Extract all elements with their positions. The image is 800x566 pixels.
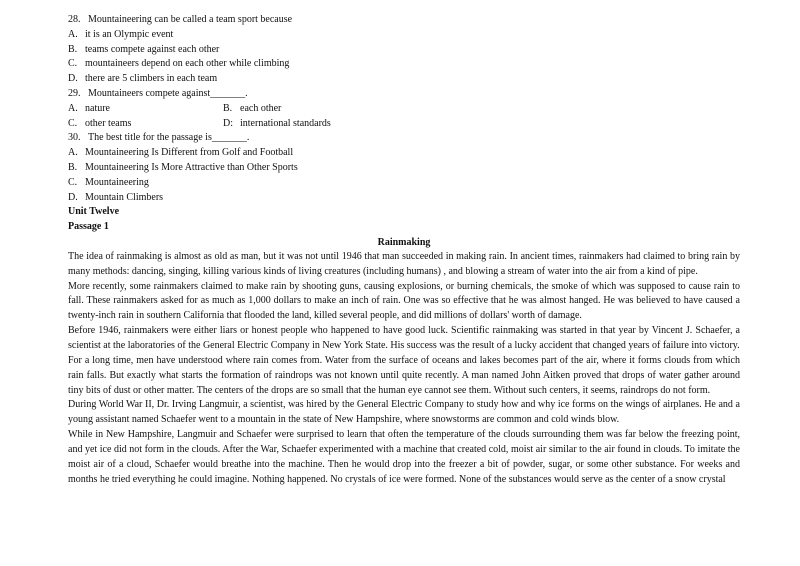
option-letter: B. <box>223 102 233 114</box>
option-text: Mountaineering Is Different from Golf and Football <box>85 147 294 159</box>
option-c <box>68 176 740 191</box>
question-number: 30. <box>68 132 81 144</box>
passage-body <box>68 250 740 488</box>
option-d <box>223 117 378 132</box>
unit-heading: Unit Twelve <box>68 206 120 218</box>
option-letter: A. <box>68 102 78 114</box>
option-letter: B. <box>68 43 78 55</box>
option-text: Mountaineering <box>85 176 149 188</box>
question-stem: The best title for the passage is_______. <box>88 132 250 144</box>
option-letter: D. <box>68 73 78 85</box>
option-c <box>68 57 740 72</box>
option-text: Mountaineering Is More Attractive than Other Sports <box>85 161 298 173</box>
question-number: 28. <box>68 14 81 25</box>
question-29-stem <box>68 87 740 102</box>
question-30-stem <box>68 131 740 146</box>
paragraph: The idea of rainmaking is almost as old as man, but it was not until 1946 that man succeeded in making rain. In ancient times, rainmakers had claimed to bring rain by many methods: dancing, singing, killing various kinds of living creatures (including humans) , and blowing a stream of water into the air from a kind of pipe. <box>68 250 740 277</box>
option-letter: C. <box>68 58 78 70</box>
option-a <box>68 146 740 161</box>
passage-title: Rainmaking <box>377 236 431 248</box>
option-b <box>68 43 740 58</box>
question-stem: Mountaineers compete against_______. <box>88 87 248 99</box>
option-text: nature <box>85 102 110 114</box>
paragraph: More recently, some rainmakers claimed to make rain by shooting guns, causing explosions, or burning chemicals, the smoke of which was supposed to cause rain to fall. These rainmakers asked for as much as 1,000 dollars to make an inch of rain. One was so effective that he was almost hanged. He was believed to have caused a twenty-inch rain in southern California that flooded the land, killed several people, and did millions of dollars' worth of damage. <box>68 280 740 322</box>
option-a <box>68 102 223 117</box>
option-letter: B. <box>68 161 78 173</box>
option-text: mountaineers depend on each other while climbing <box>85 58 290 70</box>
option-c <box>68 117 223 132</box>
paragraph: During World War II, Dr. Irving Langmuir, a scientist, was hired by the General Electric Company to study how and why ice forms on the wings of airplanes. He and a young assistant named Schaefer went to a mountain in the state of New Hampshire, where snowstorms are common and cold winds blow. <box>68 399 740 426</box>
passage-heading: Passage 1 <box>68 221 109 233</box>
option-text: each other <box>240 102 282 114</box>
option-text: there are 5 climbers in each team <box>85 73 218 85</box>
option-text: other teams <box>85 117 132 129</box>
option-letter: C. <box>68 176 78 188</box>
option-text: Mountain Climbers <box>85 191 164 203</box>
question-28-stem <box>68 13 740 28</box>
option-text: it is an Olympic event <box>85 28 174 40</box>
option-d <box>68 72 740 87</box>
option-letter: D: <box>223 117 233 129</box>
option-text: international standards <box>240 117 331 129</box>
question-stem: Mountaineering can be called a team sport because <box>88 14 293 25</box>
paragraph: Before 1946, rainmakers were either liars or honest people who happened to have good luck. Scientific rainmaking was started in that year by Vincent J. Schaefer, a scientist at the laboratories of the General Electric Company in New York State. His success was the result of a lucky accident that changed years of failure into victory. <box>68 325 740 352</box>
option-letter: A. <box>68 147 78 159</box>
option-row-ab <box>68 102 740 117</box>
option-letter: C. <box>68 117 78 129</box>
option-text: teams compete against each other <box>85 43 220 55</box>
option-a <box>68 28 740 43</box>
option-letter: D. <box>68 191 78 203</box>
paragraph: For a long time, men have understood where rain comes from. Water from the surface of oceans and lakes becomes part of the air, where it forms clouds from which rain falls. But exactly what starts the formation of raindrops was not known until quite recently. A man named John Aitken proved that drops of water gather around tiny bits of dust or other matter. The centers of the drops are so small that the human eye cannot see them. Without such centers, it seems, raindrops do not form. <box>68 354 740 396</box>
option-b <box>68 161 740 176</box>
paragraph: While in New Hampshire, Langmuir and Schaefer were surprised to learn that often the temperature of the clouds surrounding them was far below the freezing point, and yet ice did not form in the clouds. After the War, Schaefer experimented with a machine that created cold, moist air similar to the air found in clouds. To imitate the moist air of a cloud, Schaefer would breathe into the machine. Then he would drop into the freezer a bit of powder, sugar, or some other substance. For weeks and months he tried everything he could imagine. Nothing happened. No crystals of ice were formed. None of the substances would serve as the center of a snow crystal <box>68 429 740 485</box>
question-number: 29. <box>68 87 81 99</box>
option-row-cd <box>68 117 740 132</box>
option-b <box>223 102 378 117</box>
document-page <box>68 13 740 487</box>
option-d <box>68 191 740 206</box>
option-letter: A. <box>68 28 78 40</box>
